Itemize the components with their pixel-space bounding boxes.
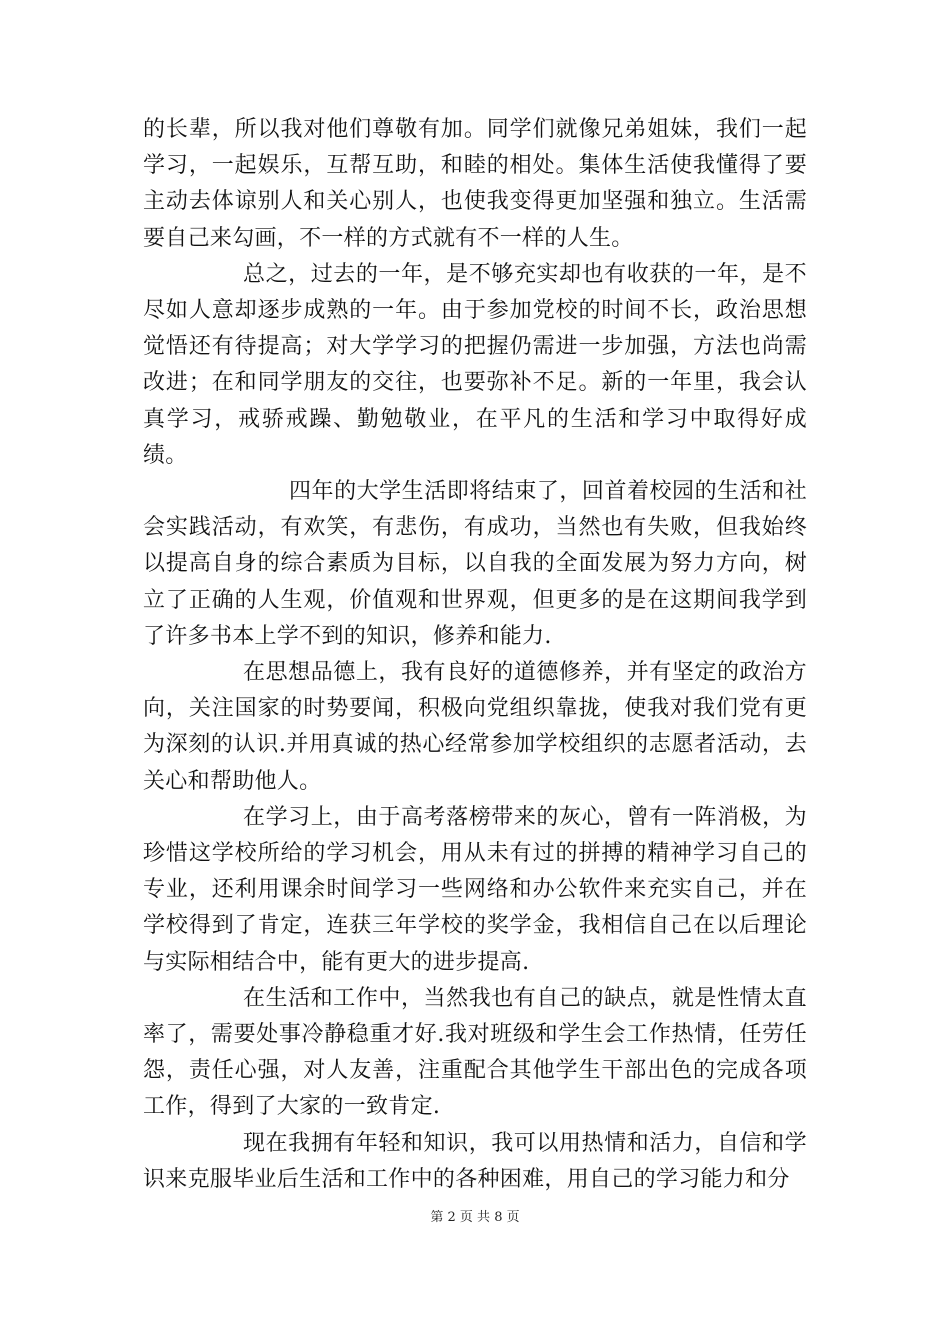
- paragraph: 在生活和工作中，当然我也有自己的缺点，就是性情太直率了，需要处事冷静稳重才好.我对班级和学生会工作热情，任劳任怨，责任心强，对人友善，注重配合其他学生干部出色的完成各项工作，得到了大家的一致肯定.: [143, 985, 807, 1120]
- paragraph: 现在我拥有年轻和知识，我可以用热情和活力，自信和学识来克服毕业后生活和工作中的各种困难，用自己的学习能力和分: [143, 1130, 807, 1192]
- paragraph: 四年的大学生活即将结束了，回首着校园的生活和社会实践活动，有欢笑，有悲伤，有成功，当然也有失败，但我始终以提高自身的综合素质为目标，以自我的全面发展为努力方向，树立了正确的人生观，价值观和世界观，但更多的是在这期间我学到了许多书本上学不到的知识，修养和能力.: [143, 479, 807, 649]
- paragraph: 总之，过去的一年，是不够充实却也有收获的一年，是不尽如人意却逐步成熟的一年。由于参加党校的时间不长，政治思想觉悟还有待提高；对大学学习的把握仍需进一步加强，方法也尚需改进；在和同学朋友的交往，也要弥补不足。新的一年里，我会认真学习，戒骄戒躁、勤勉敬业，在平凡的生活和学习中取得好成绩。: [143, 261, 807, 468]
- paragraph: 的长辈，所以我对他们尊敬有加。同学们就像兄弟姐妹，我们一起学习，一起娱乐，互帮互助，和睦的相处。集体生活使我懂得了要主动去体谅别人和关心别人，也使我变得更加坚强和独立。生活需要自己来勾画，不一样的方式就有不一样的人生。: [143, 117, 807, 251]
- page-number: 第 2 页 共 8 页: [430, 1210, 520, 1225]
- paragraph: 在学习上，由于高考落榜带来的灰心，曾有一阵消极，为珍惜这学校所给的学习机会，用从未有过的拼搏的精神学习自己的专业，还利用课余时间学习一些网络和办公软件来充实自己，并在学校得到了肯定，连获三年学校的奖学金，我相信自己在以后理论与实际相结合中，能有更大的进步提高.: [143, 804, 807, 975]
- body-text: [143, 112, 807, 1198]
- paragraph: 在思想品德上，我有良好的道德修养，并有坚定的政治方向，关注国家的时势要闻，积极向党组织靠拢，使我对我们党有更为深刻的认识.并用真诚的热心经常参加学校组织的志愿者活动，去关心和帮助他人。: [143, 660, 807, 794]
